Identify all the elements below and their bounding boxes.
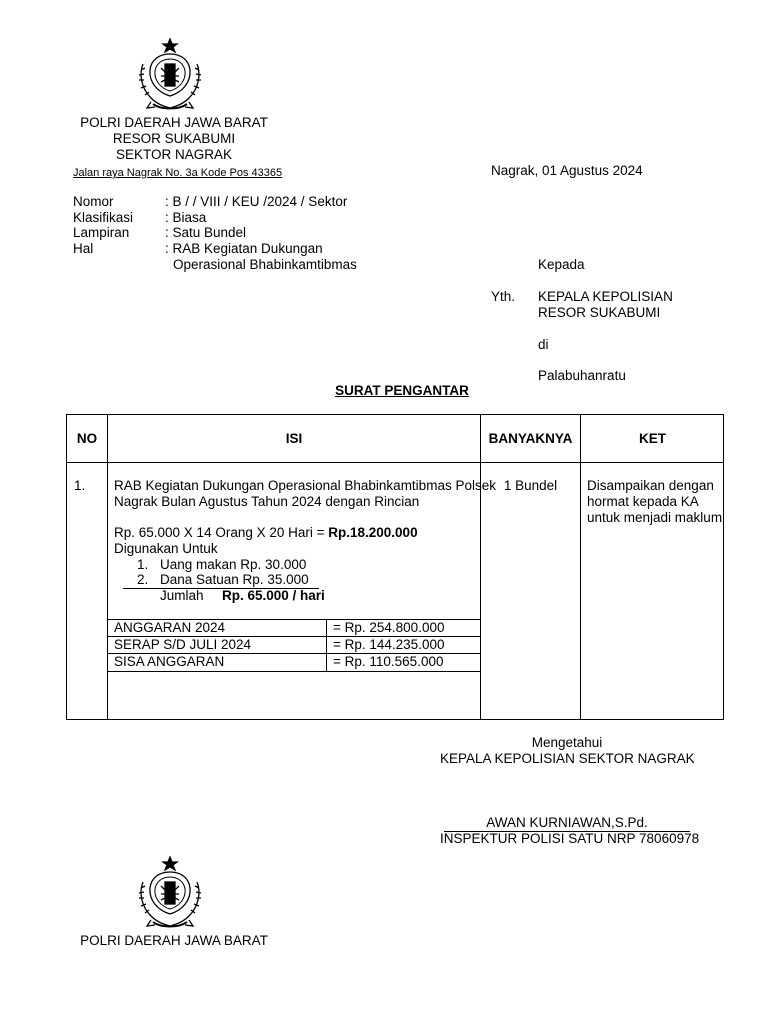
recipient-yth: Yth. [491, 289, 516, 304]
budget-row [108, 654, 480, 671]
meta-value-hal-continued: Operasional Bhabinkamtibmas [173, 257, 357, 272]
budget-value: = Rp. 254.800.000 [326, 620, 444, 636]
calc-prefix: Rp. 65.000 X 14 Orang X 20 Hari = [114, 525, 329, 540]
org-name-line2: RESOR SUKABUMI [112, 131, 236, 146]
meta-value-nomor: : B / / VIII / KEU /2024 / Sektor [165, 194, 348, 209]
signature-mengetahui: Mengetahui [531, 735, 603, 750]
item-text: Uang makan Rp. 30.000 [160, 557, 307, 572]
budget-label: SERAP S/D JULI 2024 [114, 637, 252, 652]
budget-value: = Rp. 144.235.000 [326, 637, 444, 653]
polri-emblem-icon [131, 38, 209, 114]
isi-calculation [114, 525, 418, 541]
polri-emblem-icon [131, 856, 209, 932]
place-date: Nagrak, 01 Agustus 2024 [491, 163, 643, 178]
calc-total: Rp.18.200.000 [328, 525, 418, 540]
table-header-no: NO [76, 431, 98, 446]
meta-label-nomor: Nomor [73, 194, 114, 209]
document-title: SURAT PENGANTAR [335, 383, 469, 398]
banyaknya-value: 1 Bundel [503, 478, 558, 493]
signature-rank: INSPEKTUR POLISI SATU NRP 78060978 [440, 831, 700, 846]
meta-label-klasifikasi: Klasifikasi [73, 210, 134, 225]
signature-name: AWAN KURNIAWAN,S.Pd. [486, 815, 648, 830]
recipient-line1: KEPALA KEPOLISIAN [538, 289, 673, 304]
item-number: 2. [137, 572, 149, 587]
cover-letter-table [66, 414, 724, 720]
meta-value-hal: : RAB Kegiatan Dukungan [165, 241, 323, 256]
isi-description-line2: Nagrak Bulan Agustus Tahun 2024 dengan Rincian [114, 494, 420, 509]
recipient-place: Palabuhanratu [538, 368, 626, 383]
table-header-ket: KET [639, 431, 666, 446]
item-text: Dana Satuan Rp. 35.000 [160, 572, 309, 587]
meta-label-lampiran: Lampiran [73, 225, 130, 240]
budget-row [108, 620, 480, 637]
recipient-line2: RESOR SUKABUMI [538, 305, 661, 320]
budget-label: SISA ANGGARAN [114, 654, 225, 669]
isi-description-line1: RAB Kegiatan Dukungan Operasional Bhabinkamtibmas Polsek [114, 478, 496, 493]
budget-table [107, 619, 481, 672]
meta-label-hal: Hal [73, 241, 94, 256]
row-number: 1. [74, 478, 86, 493]
signature-position: KEPALA KEPOLISIAN SEKTOR NAGRAK [440, 751, 695, 766]
budget-label: ANGGARAN 2024 [114, 620, 226, 635]
footer-org-name: POLRI DAERAH JAWA BARAT [80, 933, 268, 948]
jumlah-label: Jumlah [160, 588, 204, 603]
ket-line3: untuk menjadi maklum [587, 510, 723, 525]
org-name-line1: POLRI DAERAH JAWA BARAT [80, 115, 268, 130]
table-header-banyaknya: BANYAKNYA [488, 431, 573, 446]
budget-value: = Rp. 110.565.000 [326, 654, 443, 671]
meta-value-klasifikasi: : Biasa [165, 210, 207, 225]
org-address: Jalan raya Nagrak No. 3a Kode Pos 43365 [73, 167, 283, 179]
meta-value-lampiran: : Satu Bundel [165, 225, 247, 240]
org-name-line3: SEKTOR NAGRAK [115, 147, 233, 162]
isi-digunakan: Digunakan Untuk [114, 541, 218, 556]
jumlah-value: Rp. 65.000 / hari [222, 588, 325, 603]
ket-line1: Disampaikan dengan [587, 478, 714, 493]
item-number: 1. [137, 557, 149, 572]
table-header-isi: ISI [285, 431, 303, 446]
recipient-di: di [538, 337, 549, 352]
ket-line2: hormat kepada KA [587, 494, 699, 509]
recipient-kepada: Kepada [538, 257, 585, 272]
budget-row [108, 637, 480, 654]
